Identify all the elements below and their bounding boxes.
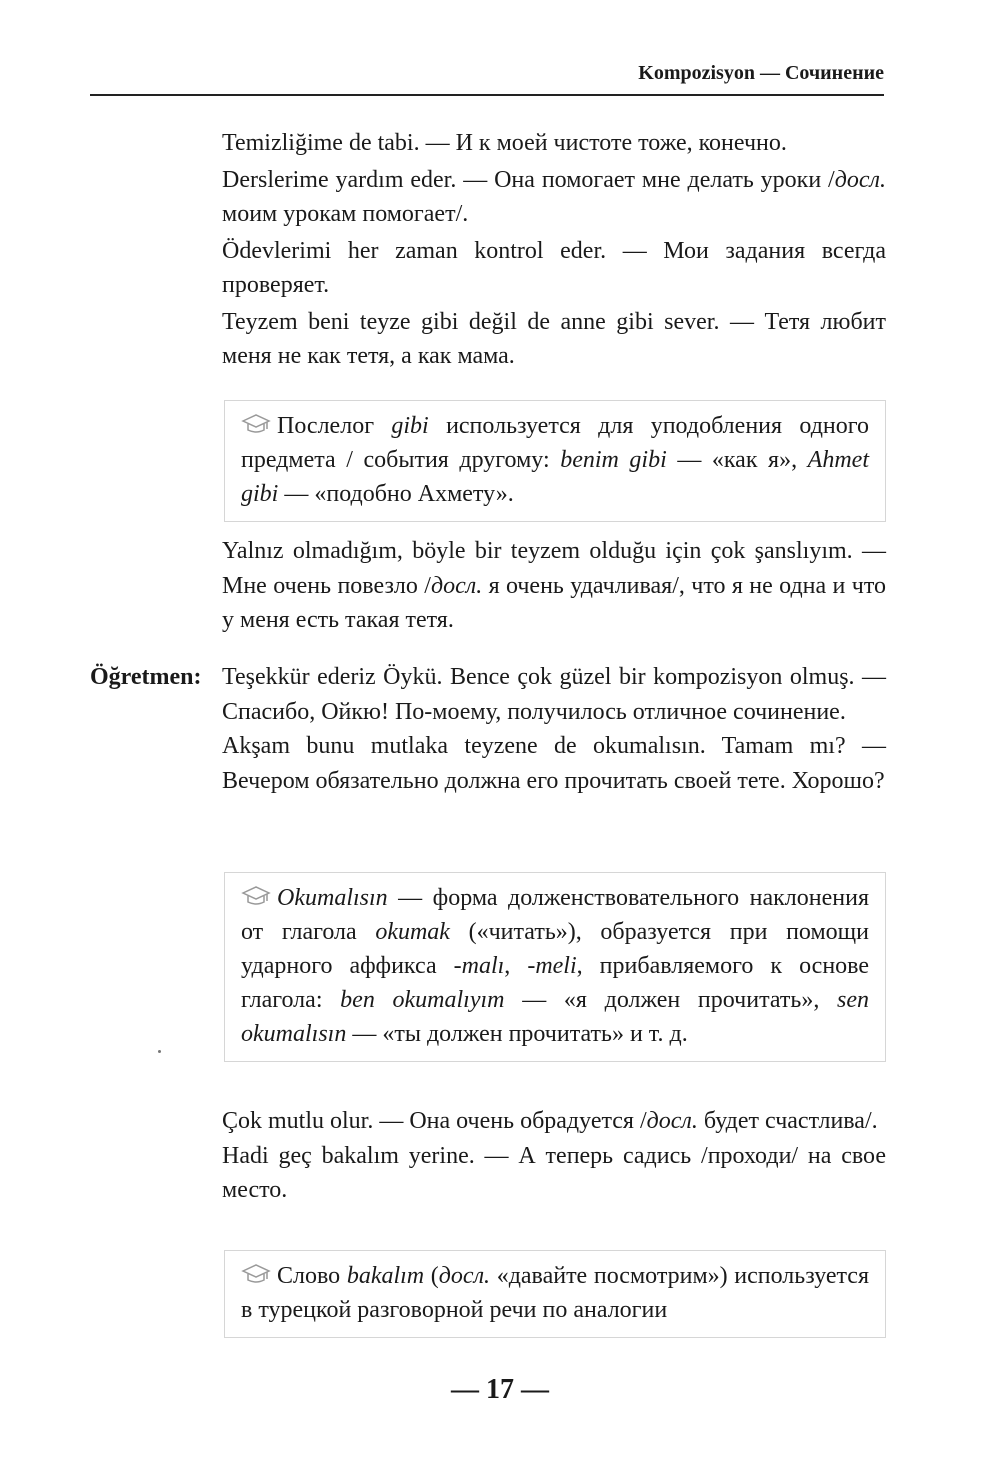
- speaker-label: Öğretmen:: [90, 664, 202, 690]
- graduation-cap-icon: [241, 413, 271, 435]
- page-number: — 17 —: [451, 1374, 549, 1405]
- graduation-cap-icon: [241, 1263, 271, 1285]
- graduation-cap-icon: [241, 885, 271, 907]
- teacher-line-1: Teşekkür ederiz Öykü. Bence çok güzel bir kompozisyon olmuş. — Спасибо, Ойкю! По-моему, получилось отличное сочинение.: [222, 664, 886, 725]
- paragraph-yalniz: Yalnız olmadığım, böyle bir teyzem olduğu için çok şanslıyım. — Мне очень повезло /досл. я очень удачливая/, что я не одна и что у меня есть такая тетя.: [222, 538, 886, 633]
- grammar-note-okumalisin: Okumalısın — форма долженствовательного наклонения от глагола okumak («читать»), образуется при помощи ударного аффикса -malı, -meli, прибавляемого к основе глагола: ben okumalıyım — «я должен прочитать», sen okumalısın — «ты должен прочитать» и т. д.: [224, 872, 886, 1062]
- text-block-bottom: [222, 1104, 886, 1208]
- paragraph-odevlerimi: Ödevlerimi her zaman kontrol eder. — Мои задания всегда проверяет.: [222, 237, 886, 298]
- running-header: [90, 62, 884, 96]
- paragraph-cok-mutlu: Çok mutlu olur. — Она очень обрадуется /досл. будет счастлива/.: [222, 1108, 878, 1134]
- paragraph-temizligime: Temizliğime de tabi. — И к моей чистоте тоже, конечно.: [222, 130, 787, 156]
- paragraph-hadi: Hadi geç bakalım yerine. — А теперь садись /проходи/ на свое место.: [222, 1142, 886, 1203]
- paragraph-teyzem: Teyzem beni teyze gibi değil de anne gibi sever. — Тетя любит меня не как тетя, а как мама.: [222, 308, 886, 369]
- grammar-note-bakalim: Слово bakalım (досл. «давайте посмотрим») используется в турецкой разговорной речи по аналогии: [224, 1250, 886, 1338]
- text-block-yalniz: [222, 534, 886, 638]
- text-block-top: [222, 126, 886, 374]
- grammar-note-gibi: Послелог gibi используется для уподобления одного предмета / события другому: benim gibi — «как я», Ahmet gibi — «подобно Ахмету».: [224, 400, 886, 522]
- teacher-text: [222, 660, 886, 798]
- paragraph-derslerime: Derslerime yardım eder. — Она помогает мне делать уроки /досл. моим урокам помогает/.: [222, 166, 886, 227]
- teacher-line-2: Akşam bunu mutlaka teyzene de okumalısın. Tamam mı? — Вечером обязательно должна его прочитать своей тете. Хорошо?: [222, 733, 886, 794]
- print-speck: [158, 1050, 161, 1053]
- running-title: Kompozisyon — Сочинение: [638, 62, 884, 84]
